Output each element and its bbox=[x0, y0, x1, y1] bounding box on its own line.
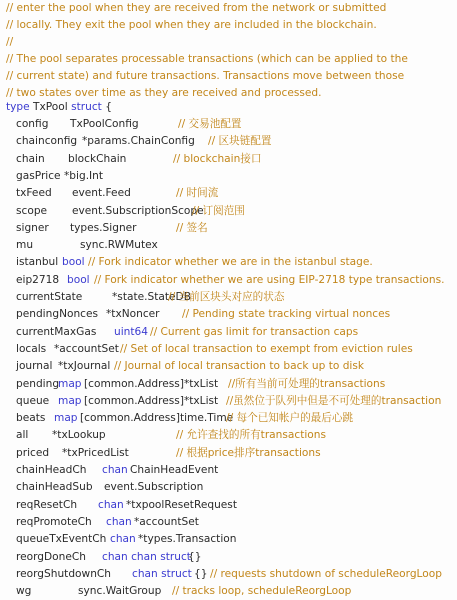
struct-field-row bbox=[0, 445, 457, 462]
field-comment: // 时间流 bbox=[176, 187, 219, 200]
struct-field-row bbox=[0, 376, 457, 393]
field-name: reqResetCh bbox=[16, 498, 78, 511]
comment-line: // two states over time as they are received and processed. bbox=[6, 87, 322, 99]
struct-field-row bbox=[0, 289, 457, 306]
field-name: txFeed bbox=[16, 187, 52, 200]
field-keyword: map bbox=[58, 394, 82, 407]
field-keyword: map bbox=[58, 377, 82, 390]
field-name: pending bbox=[16, 377, 60, 390]
field-comment: // Set of local transaction to exempt from eviction rules bbox=[120, 342, 413, 355]
field-keyword: chan chan struct bbox=[102, 550, 191, 563]
field-type: ChainHeadEvent bbox=[130, 464, 219, 476]
field-keyword: map bbox=[54, 412, 78, 425]
field-type: blockChain bbox=[68, 152, 127, 165]
field-keyword: chan struct bbox=[132, 567, 192, 580]
comment-line: // enter the pool when they are received from the network or submitted bbox=[6, 2, 387, 14]
open-brace: { bbox=[105, 101, 112, 113]
field-type: [common.Address]*txList bbox=[84, 377, 219, 390]
struct-field-row bbox=[0, 410, 457, 427]
field-name: chainHeadCh bbox=[16, 464, 87, 476]
field-type: *big.Int bbox=[64, 169, 104, 182]
field-keyword: bool bbox=[62, 256, 85, 269]
field-name: reorgShutdownCh bbox=[16, 567, 112, 580]
struct-declaration bbox=[6, 99, 112, 116]
field-type: types.Signer bbox=[70, 221, 137, 234]
field-name: reqPromoteCh bbox=[16, 515, 92, 528]
struct-field-row bbox=[0, 427, 457, 444]
comment-line: // The pool separates processable transactions (which can be applied to the bbox=[6, 53, 408, 65]
field-name: beats bbox=[16, 412, 46, 425]
field-name: locals bbox=[16, 342, 47, 355]
field-type: *txJournal bbox=[58, 360, 111, 373]
field-name: chain bbox=[16, 152, 45, 165]
struct-field-row bbox=[0, 393, 457, 410]
struct-field-row bbox=[0, 479, 457, 496]
struct-field-row bbox=[0, 324, 457, 341]
field-name: currentMaxGas bbox=[16, 325, 97, 338]
field-keyword: bool bbox=[67, 273, 90, 286]
field-name: chainHeadSub bbox=[16, 481, 93, 494]
keyword-struct: struct bbox=[71, 101, 102, 113]
field-type: event.Subscription bbox=[104, 481, 204, 494]
comment-line: // locally. They exit the pool when they are included in the blockchain. bbox=[6, 19, 377, 31]
struct-field-row bbox=[0, 341, 457, 358]
field-type: *txNoncer bbox=[106, 308, 160, 321]
field-type: [common.Address]*txList bbox=[84, 394, 219, 407]
field-keyword: chan bbox=[110, 533, 136, 546]
struct-field-row bbox=[0, 531, 457, 548]
field-comment: // 订阅范围 bbox=[192, 204, 245, 217]
field-type: *txpoolResetRequest bbox=[126, 498, 237, 511]
field-type: sync.RWMutex bbox=[80, 239, 158, 252]
field-type: {} bbox=[188, 550, 202, 563]
field-type: *params.ChainConfig bbox=[82, 135, 195, 148]
struct-field-row bbox=[0, 462, 457, 479]
field-name: gasPrice bbox=[16, 169, 61, 182]
field-comment: // Fork indicator whether we are in the istanbul stage. bbox=[88, 256, 373, 269]
struct-field-row bbox=[0, 203, 457, 220]
field-name: signer bbox=[16, 221, 49, 234]
field-name: mu bbox=[16, 239, 34, 252]
field-name: reorgDoneCh bbox=[16, 550, 86, 563]
field-type: *txPricedList bbox=[62, 446, 129, 459]
struct-field-row bbox=[0, 185, 457, 202]
field-keyword: chan bbox=[98, 498, 124, 511]
struct-field-row bbox=[0, 220, 457, 237]
field-comment: // 签名 bbox=[176, 221, 208, 234]
comment-line: // current state) and future transactions. Transactions move between those bbox=[6, 70, 405, 82]
field-comment: // 交易池配置 bbox=[178, 118, 242, 130]
field-name: priced bbox=[16, 446, 50, 459]
struct-field-row bbox=[0, 116, 457, 133]
field-comment: // Current gas limit for transaction caps bbox=[150, 325, 359, 338]
struct-field-row bbox=[0, 272, 457, 289]
field-name: pendingNonces bbox=[16, 308, 99, 321]
struct-field-row bbox=[0, 151, 457, 168]
struct-field-row bbox=[0, 514, 457, 531]
struct-field-row bbox=[0, 168, 457, 185]
comment-line: // bbox=[6, 36, 14, 48]
field-type: {} bbox=[194, 567, 208, 580]
field-comment: // tracks loop, scheduleReorgLoop bbox=[172, 585, 352, 598]
field-name: chainconfig bbox=[16, 135, 78, 148]
field-comment: // Fork indicator whether we are using EIP-2718 type transactions. bbox=[94, 273, 445, 286]
field-name: currentState bbox=[16, 291, 83, 303]
field-type: *state.StateDB bbox=[112, 291, 191, 303]
struct-name: TxPool bbox=[33, 101, 68, 113]
struct-field-row bbox=[0, 497, 457, 514]
field-type: *types.Transaction bbox=[138, 533, 237, 546]
field-comment: //虽然位于队列中但是不可处理的transaction bbox=[226, 394, 442, 407]
struct-field-row bbox=[0, 549, 457, 566]
struct-field-row bbox=[0, 133, 457, 150]
field-comment: // blockchain接口 bbox=[173, 152, 262, 165]
field-type: *txLookup bbox=[52, 429, 106, 442]
field-comment: // Pending state tracking virtual nonces bbox=[182, 308, 391, 321]
field-name: queue bbox=[16, 394, 50, 407]
struct-field-row bbox=[0, 306, 457, 323]
field-type: event.Feed bbox=[72, 187, 131, 200]
field-comment: // 根据price排序transactions bbox=[176, 446, 321, 459]
field-name: scope bbox=[16, 204, 48, 217]
field-name: eip2718 bbox=[16, 273, 60, 286]
field-type: *accountSet bbox=[134, 515, 199, 528]
keyword-type: type bbox=[6, 101, 30, 113]
field-type: [common.Address]time.Time bbox=[80, 412, 234, 425]
field-comment: // 每个已知帐户的最后心跳 bbox=[226, 412, 354, 425]
field-name: istanbul bbox=[16, 256, 59, 269]
field-comment: // 区块链配置 bbox=[208, 135, 272, 148]
field-comment: //所有当前可处理的transactions bbox=[228, 377, 386, 390]
field-name: config bbox=[16, 118, 49, 130]
struct-field-row bbox=[0, 358, 457, 375]
field-keyword: uint64 bbox=[114, 325, 149, 338]
struct-field-row bbox=[0, 583, 457, 600]
field-type: sync.WaitGroup bbox=[78, 585, 162, 598]
struct-field-row bbox=[0, 254, 457, 271]
field-name: journal bbox=[16, 360, 53, 373]
field-name: wg bbox=[16, 585, 32, 598]
field-name: all bbox=[16, 429, 29, 442]
field-keyword: chan bbox=[106, 515, 132, 528]
field-comment: // requests shutdown of scheduleReorgLoop bbox=[210, 567, 442, 580]
field-type: TxPoolConfig bbox=[70, 118, 139, 130]
field-comment: // 允许查找的所有transactions bbox=[176, 429, 327, 442]
struct-field-row bbox=[0, 237, 457, 254]
field-name: queueTxEventCh bbox=[16, 533, 107, 546]
field-comment: // 当前区块头对应的状态 bbox=[168, 291, 285, 303]
struct-field-row bbox=[0, 566, 457, 583]
field-comment: // Journal of local transaction to back up to disk bbox=[114, 360, 365, 373]
field-type: *accountSet bbox=[54, 342, 119, 355]
field-keyword: chan bbox=[102, 464, 128, 476]
field-type: event.SubscriptionScope bbox=[72, 204, 204, 217]
